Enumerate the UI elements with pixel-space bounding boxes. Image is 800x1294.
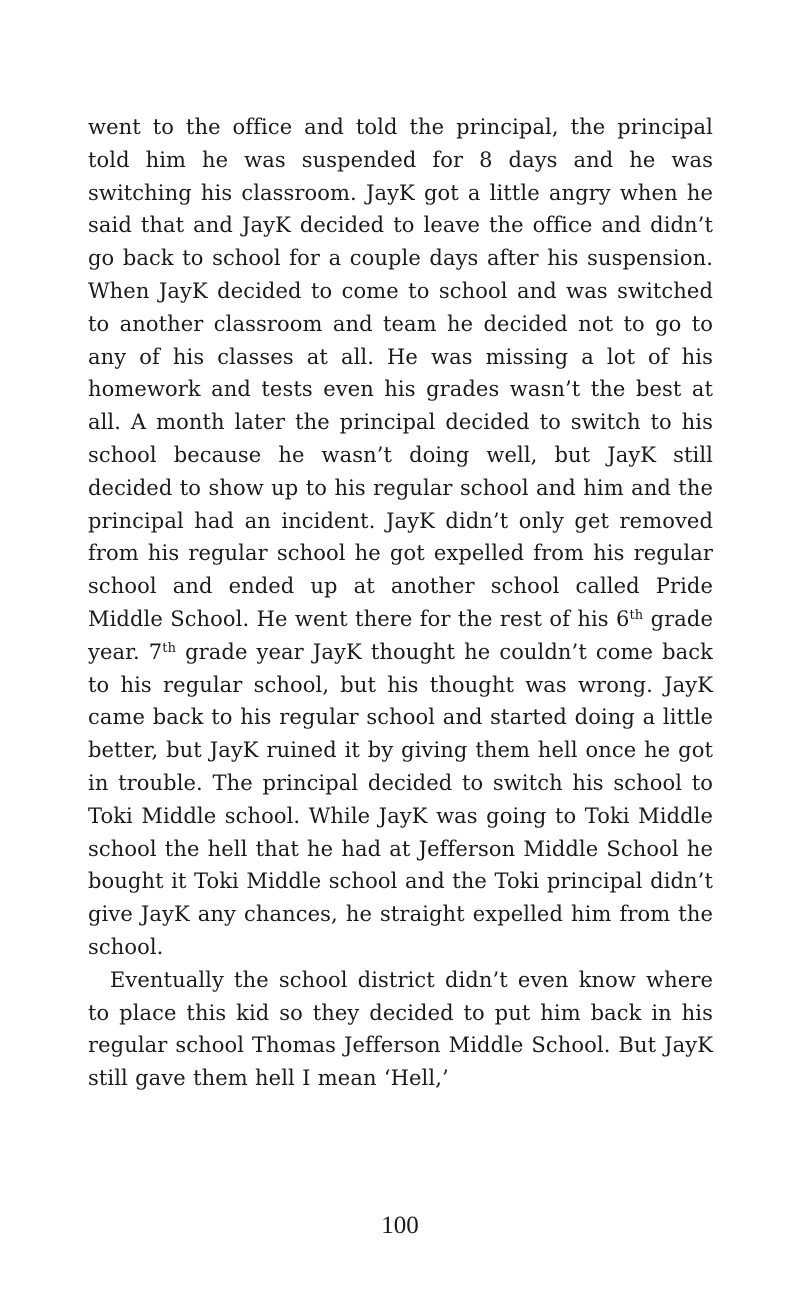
paragraph-1-text-c: grade year JayK thought he couldn’t come back to his regular school, but his thought was wrong. JayK came back to his regular school and started doing a little better, but JayK ruined it by giving them hell once he got in trouble. The principal decided to switch his school to Toki Middle school. While JayK was going to Toki Middle school the hell that he had at Jefferson Middle School he bought it Toki Middle school and the Toki principal didn’t give JayK any chances, he straight expelled him from the school.: [88, 639, 713, 959]
body-text: [88, 111, 713, 1095]
page-number: 100: [381, 1212, 419, 1239]
ordinal-suffix-6th: th: [629, 607, 644, 623]
paragraph-1-text-a: went to the office and told the principal, the principal told him he was suspended for 8 days and he was switching his classroom. JayK got a little angry when he said that and JayK decided to leave the office and didn’t go back to school for a couple days after his suspension. When JayK decided to come to school and was switched to another classroom and team he decided not to go to any of his classes at all. He was missing a lot of his homework and tests even his grades wasn’t the best at all. A month later the principal decided to switch to his school because he wasn’t doing well, but JayK still decided to show up to his regular school and him and the principal had an incident. JayK didn’t only get removed from his regular school he got expelled from his regular school and ended up at another school called Pride Middle School. He went there for the rest of his 6: [88, 115, 713, 631]
paragraph-1: [88, 111, 713, 964]
paragraph-1-text-b: grade year. 7: [88, 606, 713, 664]
ordinal-suffix-7th: th: [162, 640, 177, 656]
paragraph-2: Eventually the school district didn’t even know where to place this kid so they decided to put him back in his regular school Thomas Jefferson Middle School. But JayK still gave them hell I mean ‘Hell,’: [88, 967, 713, 1091]
